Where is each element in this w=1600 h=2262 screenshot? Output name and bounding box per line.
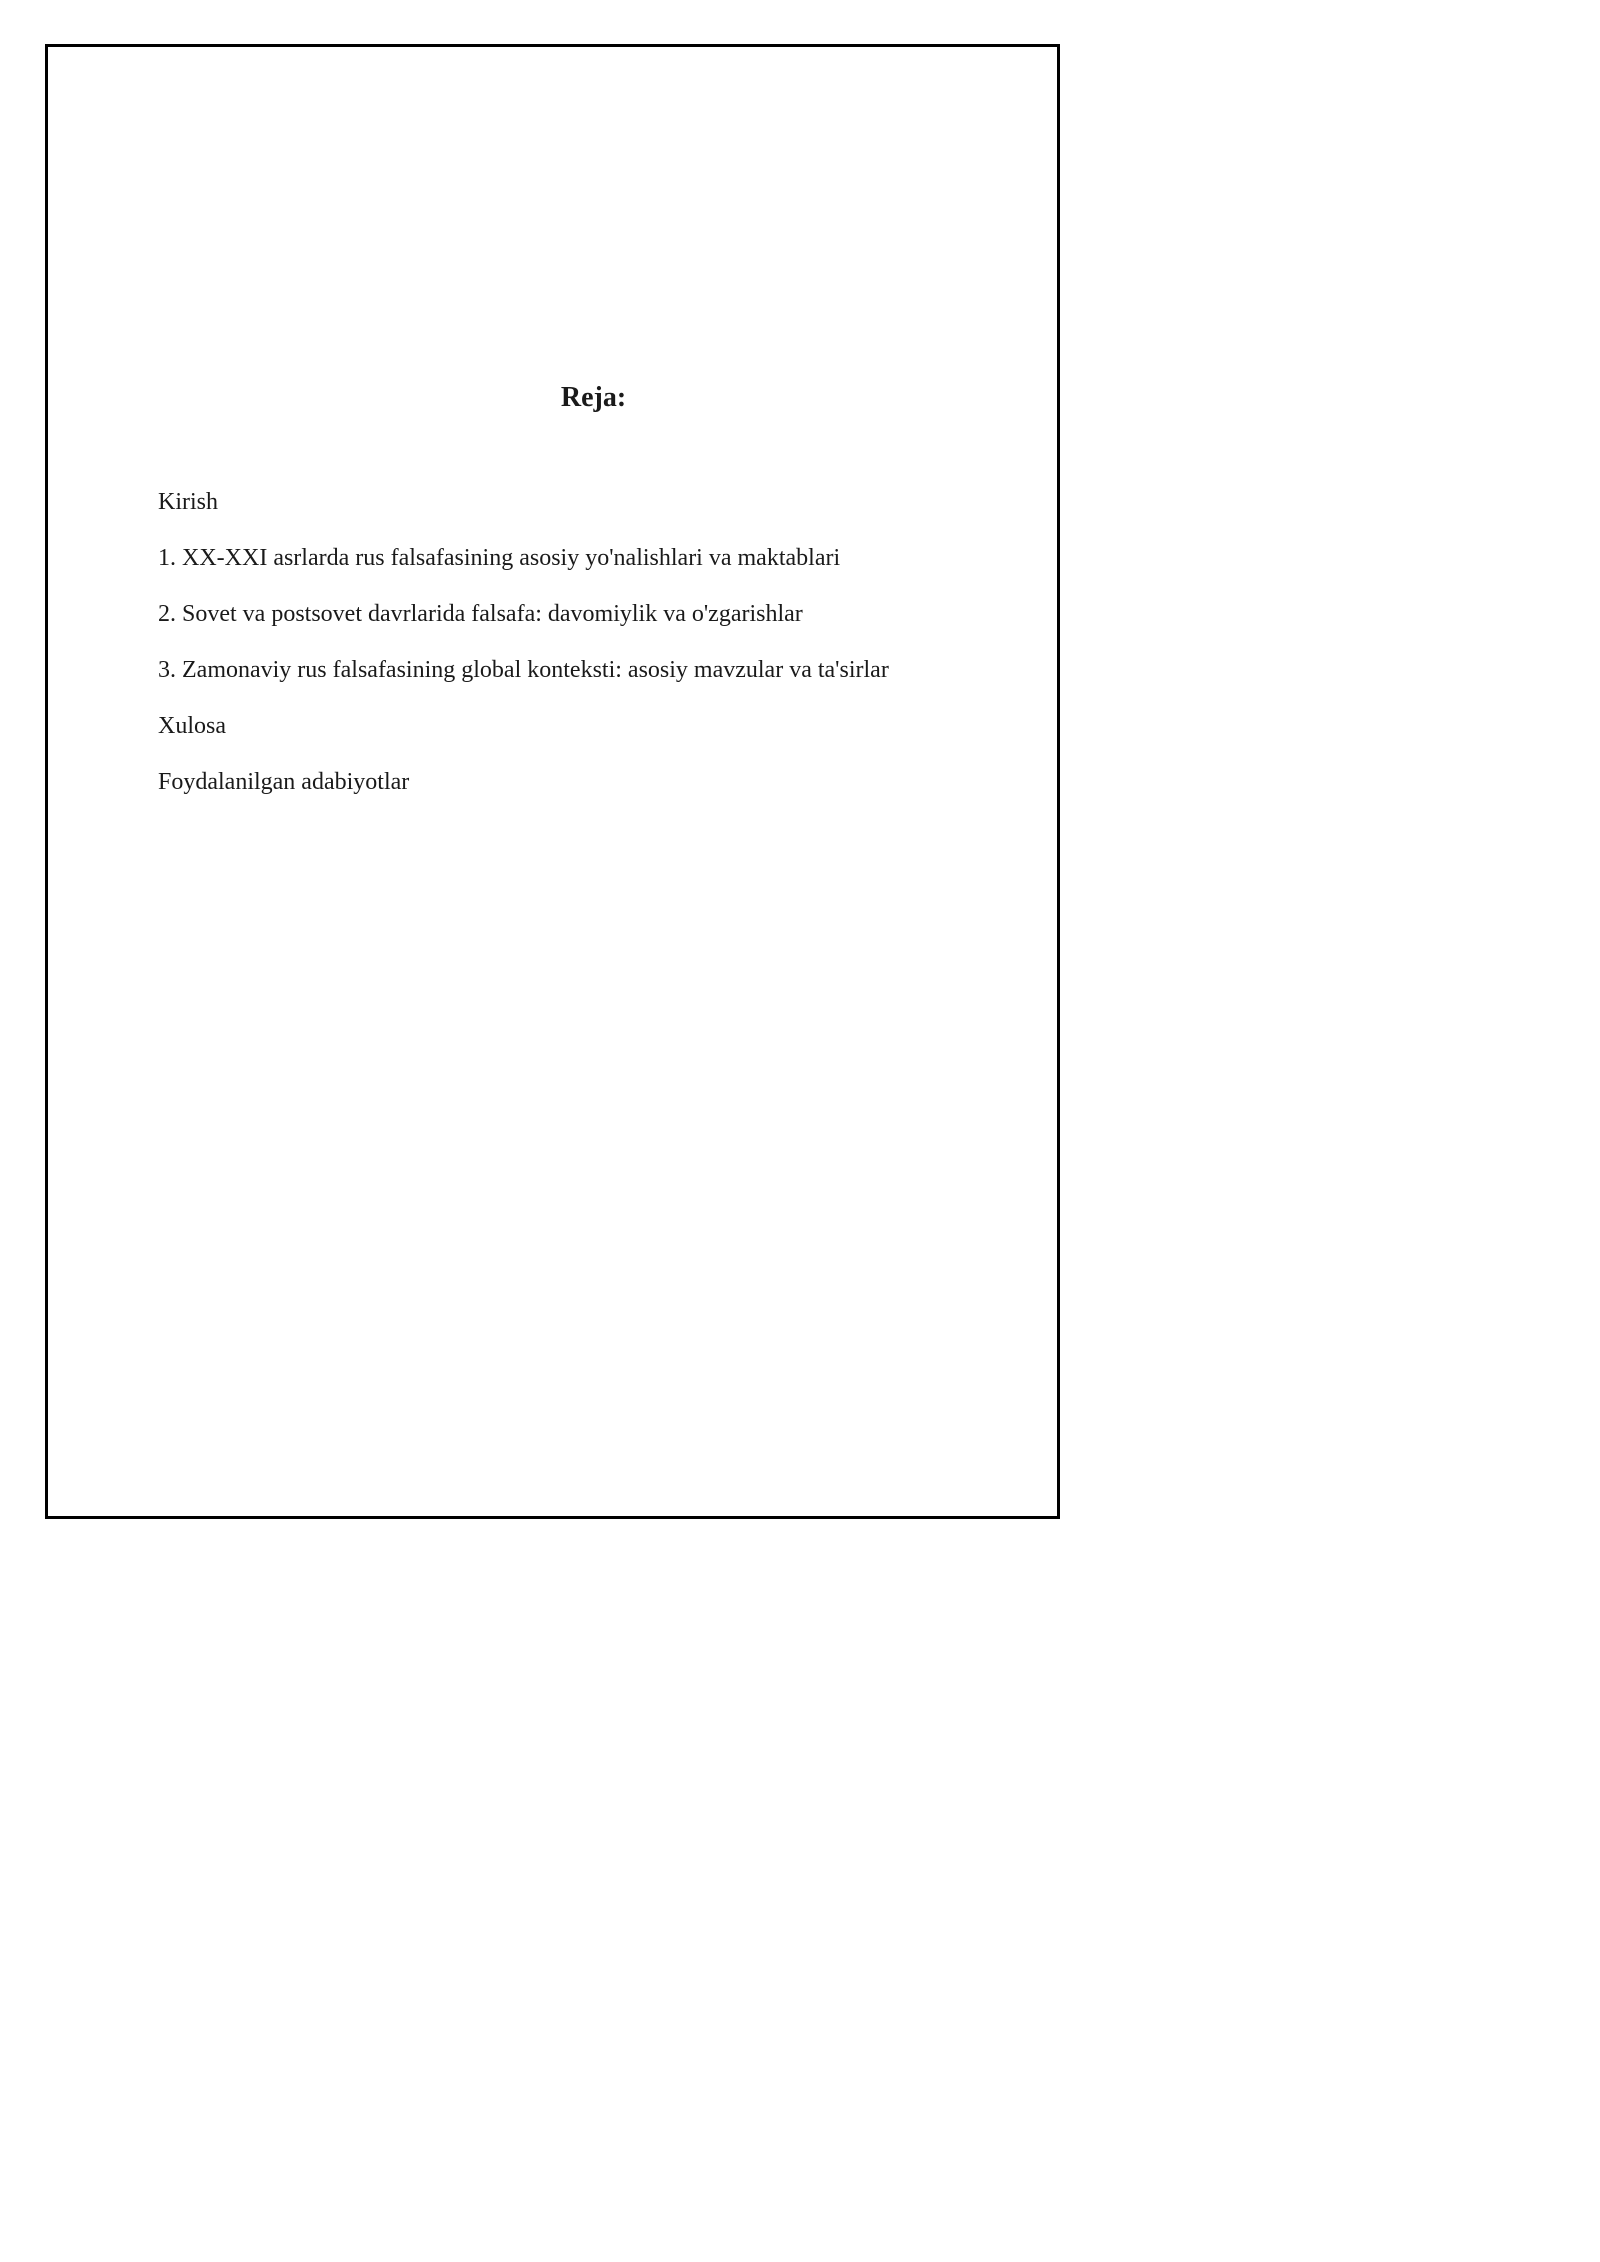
plan-item-introduction: Kirish bbox=[158, 489, 218, 515]
page-title: Reja: bbox=[560, 382, 627, 413]
plan-item-1: 1. XX-XXI asrlarda rus falsafasining asosiy yo'nalishlari va maktablari bbox=[158, 545, 841, 571]
plan-item-conclusion: Xulosa bbox=[158, 713, 226, 739]
plan-item-3: 3. Zamonaviy rus falsafasining global konteksti: asosiy mavzular va ta'sirlar bbox=[158, 657, 889, 683]
plan-list bbox=[158, 484, 889, 820]
plan-item-2: 2. Sovet va postsovet davrlarida falsafa: davomiylik va o'zgarishlar bbox=[158, 601, 803, 627]
plan-item-references: Foydalanilgan adabiyotlar bbox=[158, 769, 410, 795]
